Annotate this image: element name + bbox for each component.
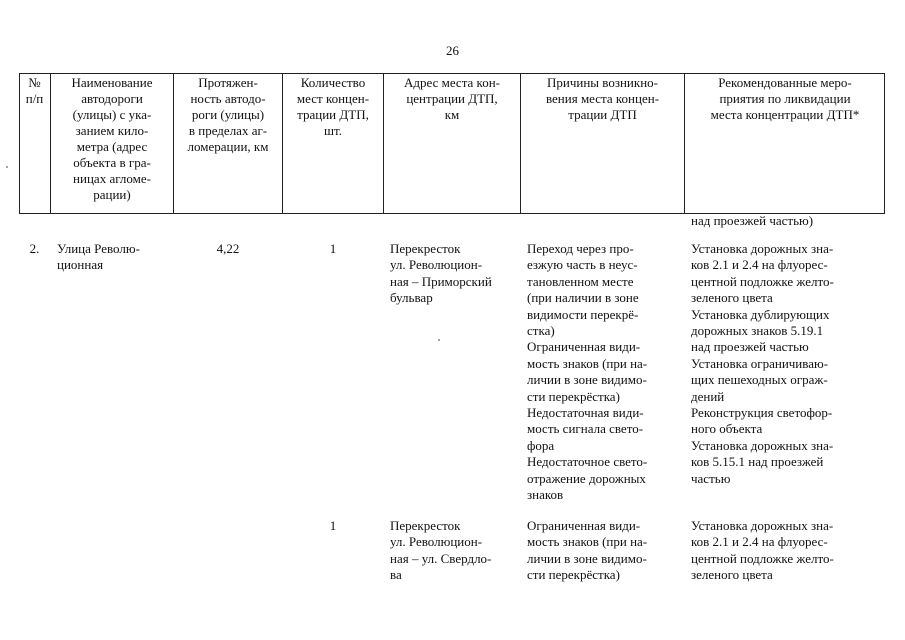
- accident-causes: Ограниченная види- мость знаков (при на- личии в зоне видимо- сти перекрёстка): [527, 518, 648, 583]
- page-number: 26: [446, 43, 459, 58]
- continued-measure-text: над проезжей частью): [691, 213, 814, 228]
- road-name: Улица Револю- ционная: [57, 241, 140, 273]
- header-measures: Рекомендованные меро- приятия по ликвидации места концентрации ДТП*: [710, 75, 860, 122]
- row-number: 2.: [29, 241, 40, 256]
- header-accident-count: Количество мест концен- трации ДТП, шт.: [296, 75, 370, 138]
- header-road-name: Наименование автодороги (улицы) с ука- занием кило- метра (адрес объекта в гра- ницах агломе- рации): [71, 75, 153, 202]
- scan-dot: [6, 166, 8, 168]
- accident-address: Перекресток ул. Революцион- ная – ул. Свердло- ва: [390, 518, 492, 583]
- recommended-measures: Установка дорожных зна- ков 2.1 и 2.4 на флуорес- центной подложке желто- зеленого цвета Установка дублирующих дорожных знаков 5.19.1 над проезжей частью Установка ограничиваю- щих пешеходных ограж- дений Реконструкция светофор- ного объекта Установка дорожных зна- ков 5.15.1 над проезжей частью: [691, 241, 834, 486]
- header-causes: Причины возникно- вения места концен- трации ДТП: [545, 75, 660, 122]
- recommended-measures: Установка дорожных зна- ков 2.1 и 2.4 на флуорес- центной подложке желто- зеленого цвета: [691, 518, 834, 583]
- accident-count: 1: [329, 241, 337, 256]
- scan-dot: [438, 339, 440, 341]
- accident-address: Перекресток ул. Революцион- ная – Приморский бульвар: [390, 241, 492, 306]
- header-number: № п/п: [25, 75, 44, 106]
- accident-causes: Переход через про- езжую часть в неус- тановленном месте (при наличии в зоне видимости перекрё- стка) Ограниченная види- мость знаков (при на- личии в зоне видимо- сти перекрёстка) Недостаточная види- мость сигнала свето- фора Недостаточное свето- отражение дорожных знаков: [527, 241, 648, 503]
- table-top-border: [19, 73, 885, 74]
- header-road-length: Протяжен- ность автодо- роги (улицы) в пределах аг- ломерации, км: [187, 75, 269, 154]
- accident-count: 1: [329, 518, 337, 533]
- header-address: Адрес места кон- центрации ДТП, км: [403, 75, 500, 122]
- road-length: 4,22: [216, 241, 240, 256]
